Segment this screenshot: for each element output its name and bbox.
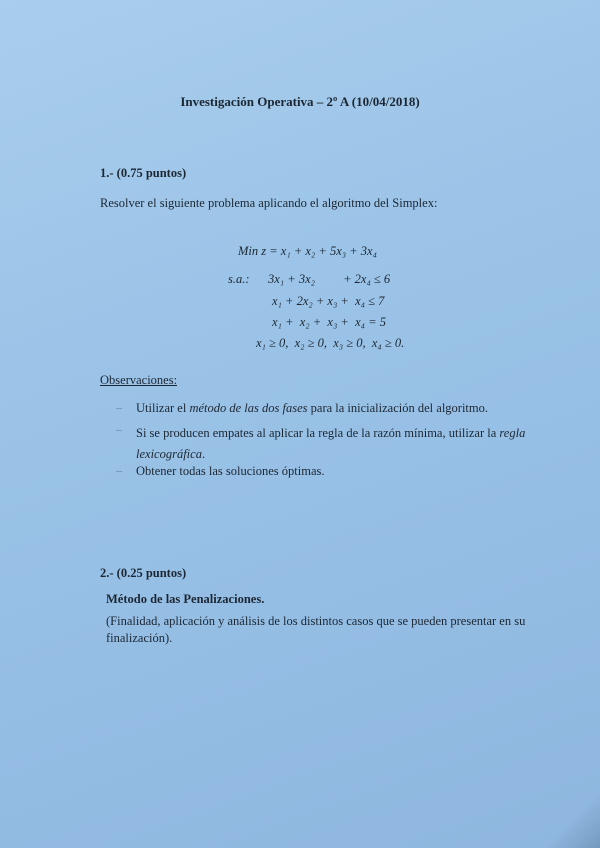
question-1-statement: Resolver el siguiente problema aplicando el algoritmo del Simplex: <box>100 196 438 210</box>
bullet-dash-icon: – <box>116 400 122 414</box>
objective-function: Min z = x₁ + x₂ + 5x₃ + 3x₄ <box>238 244 377 258</box>
observation-3: Obtener todas las soluciones óptimas. <box>136 464 325 478</box>
observation-1-emphasis: método de las dos fases <box>189 401 308 415</box>
constraint-3: x₁ + x₂ + x₃ + x₄ = 5 <box>272 315 386 329</box>
observation-2-text-a: Si se producen empates al aplicar la regla de la razón mínima, utilizar la <box>136 426 500 440</box>
bullet-dash-icon: – <box>116 463 122 477</box>
question-2-heading: 2.- (0.25 puntos) <box>100 566 187 580</box>
question-1-heading: 1.- (0.75 puntos) <box>100 166 187 180</box>
observation-1 <box>136 401 488 416</box>
observations-title: Observaciones: <box>100 373 178 387</box>
observation-1-text-b: para la inicialización del algoritmo. <box>307 401 488 415</box>
bullet-dash-icon: – <box>116 422 122 436</box>
question-2-subheading: Método de las Penalizaciones. <box>106 592 265 606</box>
observation-1-text-a: Utilizar el <box>136 401 190 415</box>
question-2-body: (Finalidad, aplicación y análisis de los distintos casos que se pueden presentar en su finalización). <box>106 614 526 645</box>
observation-2-emphasis: regla lexicográfica <box>136 426 526 461</box>
observation-2 <box>136 423 536 465</box>
nonnegativity-constraints: x₁ ≥ 0, x₂ ≥ 0, x₃ ≥ 0, x₄ ≥ 0. <box>256 336 405 350</box>
exam-title: Investigación Operativa – 2º A (10/04/2018) <box>180 94 420 109</box>
subject-to-label: s.a.: <box>228 272 250 286</box>
constraint-1: 3x₁ + 3x₂ + 2x₄ ≤ 6 <box>268 272 391 286</box>
constraint-2: x₁ + 2x₂ + x₃ + x₄ ≤ 7 <box>272 294 385 308</box>
observation-2-text-b: . <box>201 447 206 461</box>
